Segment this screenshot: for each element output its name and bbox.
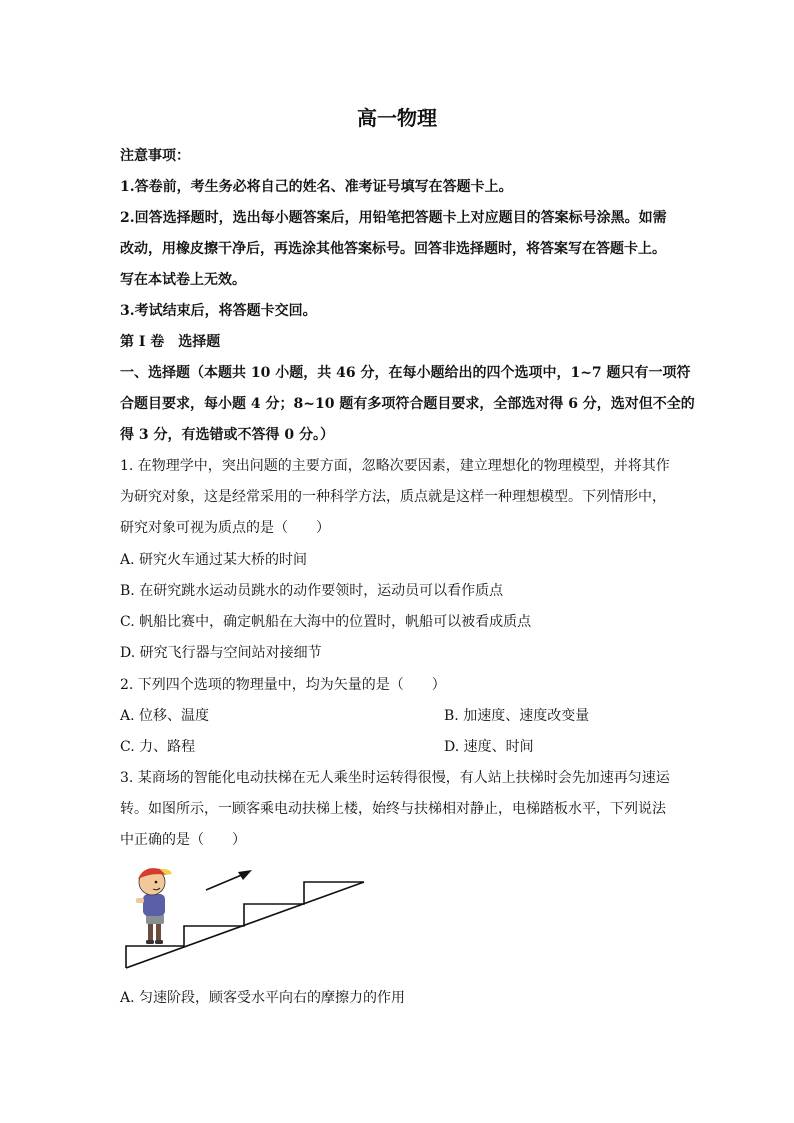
notice-item-2: 2.回答选择题时，选出每小题答案后，用铅笔把答题卡上对应题目的答案标号涂黑。如需 bbox=[120, 210, 667, 226]
page-title: 高一物理 bbox=[357, 106, 437, 130]
customer-figure bbox=[136, 868, 172, 944]
part-heading: 第 I 卷 选择题 bbox=[120, 334, 221, 350]
notice-item-2-cont: 改动，用橡皮擦干净后，再选涂其他答案标号。回答非选择题时，将答案写在答题卡上。 bbox=[120, 241, 666, 257]
notice-item-1: 1.答卷前，考生务必将自己的姓名、准考证号填写在答题卡上。 bbox=[120, 179, 513, 195]
notice-heading: 注意事项： bbox=[120, 148, 190, 164]
notice-item-3: 3.考试结束后，将答题卡交回。 bbox=[120, 303, 317, 319]
q2-option-a: A. 位移、温度 bbox=[120, 708, 210, 724]
q2-stem: 2. 下列四个选项的物理量中，均为矢量的是（ ） bbox=[120, 677, 446, 693]
q1-stem-3: 研究对象可视为质点的是（ ） bbox=[120, 520, 330, 536]
q3-stem-1: 3. 某商场的智能化电动扶梯在无人乘坐时运转得很慢，有人站上扶梯时会先加速再匀速运 bbox=[120, 770, 670, 786]
section-intro-1: 一、选择题（本题共 10 小题，共 46 分，在每小题给出的四个选项中，1~7 题只有一项符 bbox=[120, 365, 691, 381]
q1-stem-2: 为研究对象，这是经常采用的一种科学方法，质点就是这样一种理想模型。下列情形中， bbox=[120, 489, 666, 505]
notice-item-2-end: 写在本试卷上无效。 bbox=[120, 272, 246, 288]
q1-stem-1: 1. 在物理学中，突出问题的主要方面，忽略次要因素，建立理想化的物理模型，并将其作 bbox=[120, 458, 670, 474]
q1-option-c: C. 帆船比赛中，确定帆船在大海中的位置时，帆船可以被看成质点 bbox=[120, 614, 532, 630]
q1-option-d: D. 研究飞行器与空间站对接细节 bbox=[120, 645, 322, 661]
q1-option-b: B. 在研究跳水运动员跳水的动作要领时，运动员可以看作质点 bbox=[120, 583, 504, 599]
q1-option-a: A. 研究火车通过某大桥的时间 bbox=[120, 552, 308, 568]
section-intro-3: 得 3 分，有选错或不答得 0 分。） bbox=[120, 427, 334, 443]
q3-stem-2: 转。如图所示，一顾客乘电动扶梯上楼，始终与扶梯相对静止，电梯踏板水平，下列说法 bbox=[120, 801, 666, 817]
q3-stem-3: 中正确的是（ ） bbox=[120, 832, 246, 848]
q2-option-c: C. 力、路程 bbox=[120, 739, 196, 755]
q2-option-b: B. 加速度、速度改变量 bbox=[444, 708, 590, 724]
q2-option-d: D. 速度、时间 bbox=[444, 739, 534, 755]
q3-option-a: A. 匀速阶段，顾客受水平向右的摩擦力的作用 bbox=[120, 990, 406, 1006]
section-intro-2: 合题目要求，每小题 4 分；8~10 题有多项符合题目要求，全部选对得 6 分，选对但不全的 bbox=[120, 396, 695, 412]
direction-arrow-icon bbox=[206, 870, 252, 890]
escalator-figure bbox=[120, 862, 370, 974]
